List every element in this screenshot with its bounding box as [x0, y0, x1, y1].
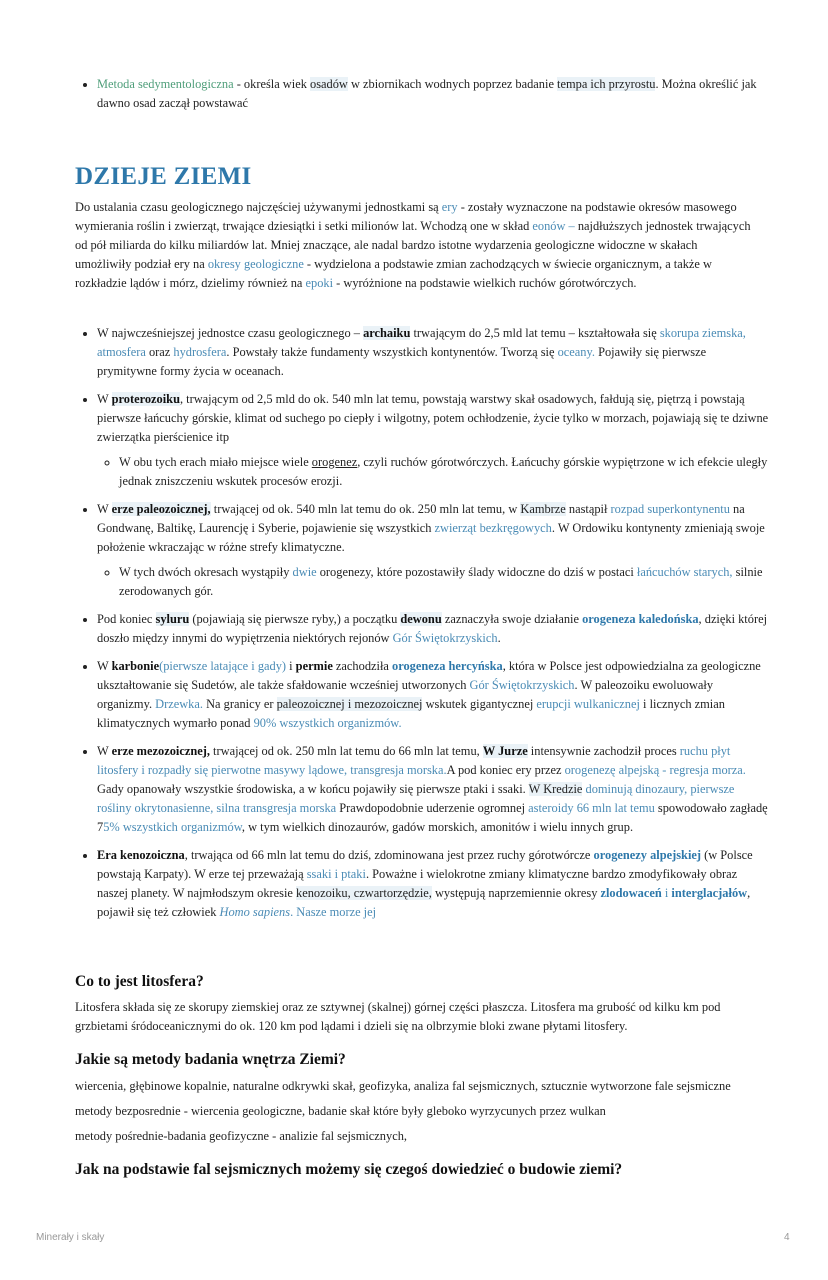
method-list	[75, 75, 777, 122]
list-item-kenozoik: • Era kenozoiczna, trwająca od 66 mln lat temu do dziś, zdominowana jest przez ruchy górotwórcze orogenezy alpejskiej (w Polsce powstają Karpaty). W erze tej przeważają ssaki i ptaki. Poważne i wielokrotne zmiany klimatyczne bardzo zmodyfikowały obraz naszej planety. W najmłodszym okresie kenozoiku, czwartorzędzie, występują naprzemiennie okresy zlodowaceń i interglacjałów, pojawił się też człowiek Homo sapiens. Nasze morze jej	[97, 846, 769, 922]
page-number: 4	[784, 1232, 790, 1243]
list-item-sylur: • Pod koniec syluru (pojawiają się pierwsze ryby,) a początku dewonu zaznaczyła swoje działanie orogeneza kaledońska, dzięki której doszło między innymi do wypiętrzenia niektórych rejonów Gór Świętokrzyskich.	[97, 610, 769, 648]
sub-list	[97, 453, 769, 491]
metody-line: wiercenia, głębinowe kopalnie, naturalne odkrywki skał, geofizyka, analiza fal sejsmicznych, sztucznie wytworzone fale sejsmiczne	[75, 1079, 731, 1093]
sub-list-item: ◦ W tych dwóch okresach wystąpiły dwie orogenezy, które pozostawiły ślady widoczne do dziś w postaci łańcuchów starych, silnie zerodowanych gór.	[119, 563, 769, 601]
list-item-paleozoik: • W erze paleozoicznej, trwającej od ok. 540 mln lat temu do ok. 250 mln lat temu, w Kambrze nastąpił rozpad superkontynentu na Gondwanę, Baltikę, Laurencję i Syberie, pojawienie się wszystkich zwierząt bezkręgowych. W Ordowiku kontynenty zmieniają swoje położenie wkraczając w różne strefy klimatyczne. ◦ W tych dwóch okresach wystąpiły dwie orogenezy, które pozostawiły ślady widoczne do dziś w postaci łańcuchów starych, silnie zerodowanych gór.	[97, 500, 769, 601]
metody-line: metody bezposrednie - wiercenia geologiczne, badanie skał które były gleboko wyrzycunych przez wulkan	[75, 1104, 606, 1118]
list-item-proterozoik: • W proterozoiku, trwającym od 2,5 mld do ok. 540 mln lat temu, powstają warstwy skał osadowych, fałdują się, piętrzą i powstają pierwsze łańcuchy górskie, klimat od suchego po ciepły i wilgotny, potem ochłodzenie, życie tylko w morzach, pojawiają się te dziwne zwierzątka pierścienice itp ◦ W obu tych erach miało miejsce wiele orogenez, czyli ruchów górotwórczych. Łańcuchy górskie wypiętrzone w ich efekcie uległy jednak zniszczeniu wskutek procesów erozji.	[97, 390, 769, 491]
list-item-archaik: • W najwcześniejszej jednostce czasu geologicznego – archaiku trwającym do 2,5 mld lat temu – kształtowała się skorupa ziemska, atmosfera oraz hydrosfera. Powstały także fundamenty wszystkich kontynentów. Tworzą się oceany. Pojawiły się pierwsze prymitywne formy życia w oceanach.	[97, 324, 769, 381]
era-list	[75, 324, 769, 931]
list-item-mezozoik: • W erze mezozoicznej, trwającej od ok. 250 mln lat temu do 66 mln lat temu, W Jurze intensywnie zachodził proces ruchu płyt litosfery i rozpadły się pierwotne masywy lądowe, transgresja morska.A pod koniec ery przez orogenezę alpejską - regresja morza. Gady opanowały wszystkie środowiska, a w końcu pojawiły się pierwsze ptaki i ssaki. W Kredzie dominują dinozaury, pierwsze rośliny okrytonasienne, silna transgresja morska Prawdopodobnie uderzenie ogromnej asteroidy 66 mln lat temu spowodowało zagładę 75% wszystkich organizmów, w tym wielkich dinozaurów, gadów morskich, amonitów i wielu innych grup.	[97, 742, 769, 837]
litosfera-paragraph: Litosfera składa się ze skorupy ziemskiej oraz ze sztywnej (skalnej) górnej części płaszcza. Litosfera ma grubość od kilku km pod grzbietami śródoceanicznymi do ok. 120 km pod lądami i dzieli się na olbrzymie bloki zwane płytami litosfery.	[75, 1000, 721, 1033]
list-item: • Metoda sedymentologiczna - określa wiek osadów w zbiornikach wodnych poprzez badanie tempa ich przyrostu. Można określić jak dawno osad zaczął powstawać	[97, 75, 777, 113]
list-item-karbon: • W karbonie(pierwsze latające i gady) i permie zachodziła orogeneza hercyńska, która w Polsce jest odpowiedzialna za geologiczne ukształtowanie się Sudetów, ale także sfałdowanie wcześniej utworzonych Gór Świętokrzyskich. W paleozoiku ewoluowały organizmy. Drzewka. Na granicy er paleozoicznej i mezozoicznej wskutek gigantycznej erupcji wulkanicznej i licznych zmian klimatycznych wymarło ponad 90% wszystkich organizmów.	[97, 657, 769, 733]
term: Metoda sedymentologiczna	[97, 77, 234, 91]
metody-heading: Jakie są metody badania wnętrza Ziemi?	[75, 1051, 346, 1068]
sub-list	[97, 563, 769, 601]
metody-line: metody pośrednie-badania geofizyczne - analizie fal sejsmicznych,	[75, 1129, 407, 1143]
sub-list-item: ◦ W obu tych erach miało miejsce wiele orogenez, czyli ruchów górotwórczych. Łańcuchy górskie wypiętrzone w ich efekcie uległy jednak zniszczeniu wskutek procesów erozji.	[119, 453, 769, 491]
footer-title: Minerały i skały	[36, 1232, 105, 1243]
intro-paragraph: Do ustalania czasu geologicznego najczęściej używanymi jednostkami są ery - zostały wyznaczone na podstawie okresów masowego wymierania roślin i zwierząt, trwające dziesiątki i setki milionów lat. Wchodzą one w skład eonów – najdłuższych jednostek trwających od pół miliarda do kilku miliardów lat. Mniej znaczące, ale nadal bardzo istotne wydarzenia geologiczne widoczne w skałach umożliwiły podział ery na okresy geologiczne - wydzielona a podstawie zmian zachodzących w świecie organicznym, a także w rozkładzie lądów i mórz, dzielimy również na epoki - wyróżnione na podstawie wielkich ruchów górotwórczych.	[75, 200, 751, 290]
fale-heading: Jak na podstawie fal sejsmicznych możemy się czegoś dowiedzieć o budowie ziemi?	[75, 1161, 623, 1178]
litosfera-heading: Co to jest litosfera?	[75, 973, 204, 990]
section-heading: DZIEJE ZIEMI	[75, 163, 252, 190]
